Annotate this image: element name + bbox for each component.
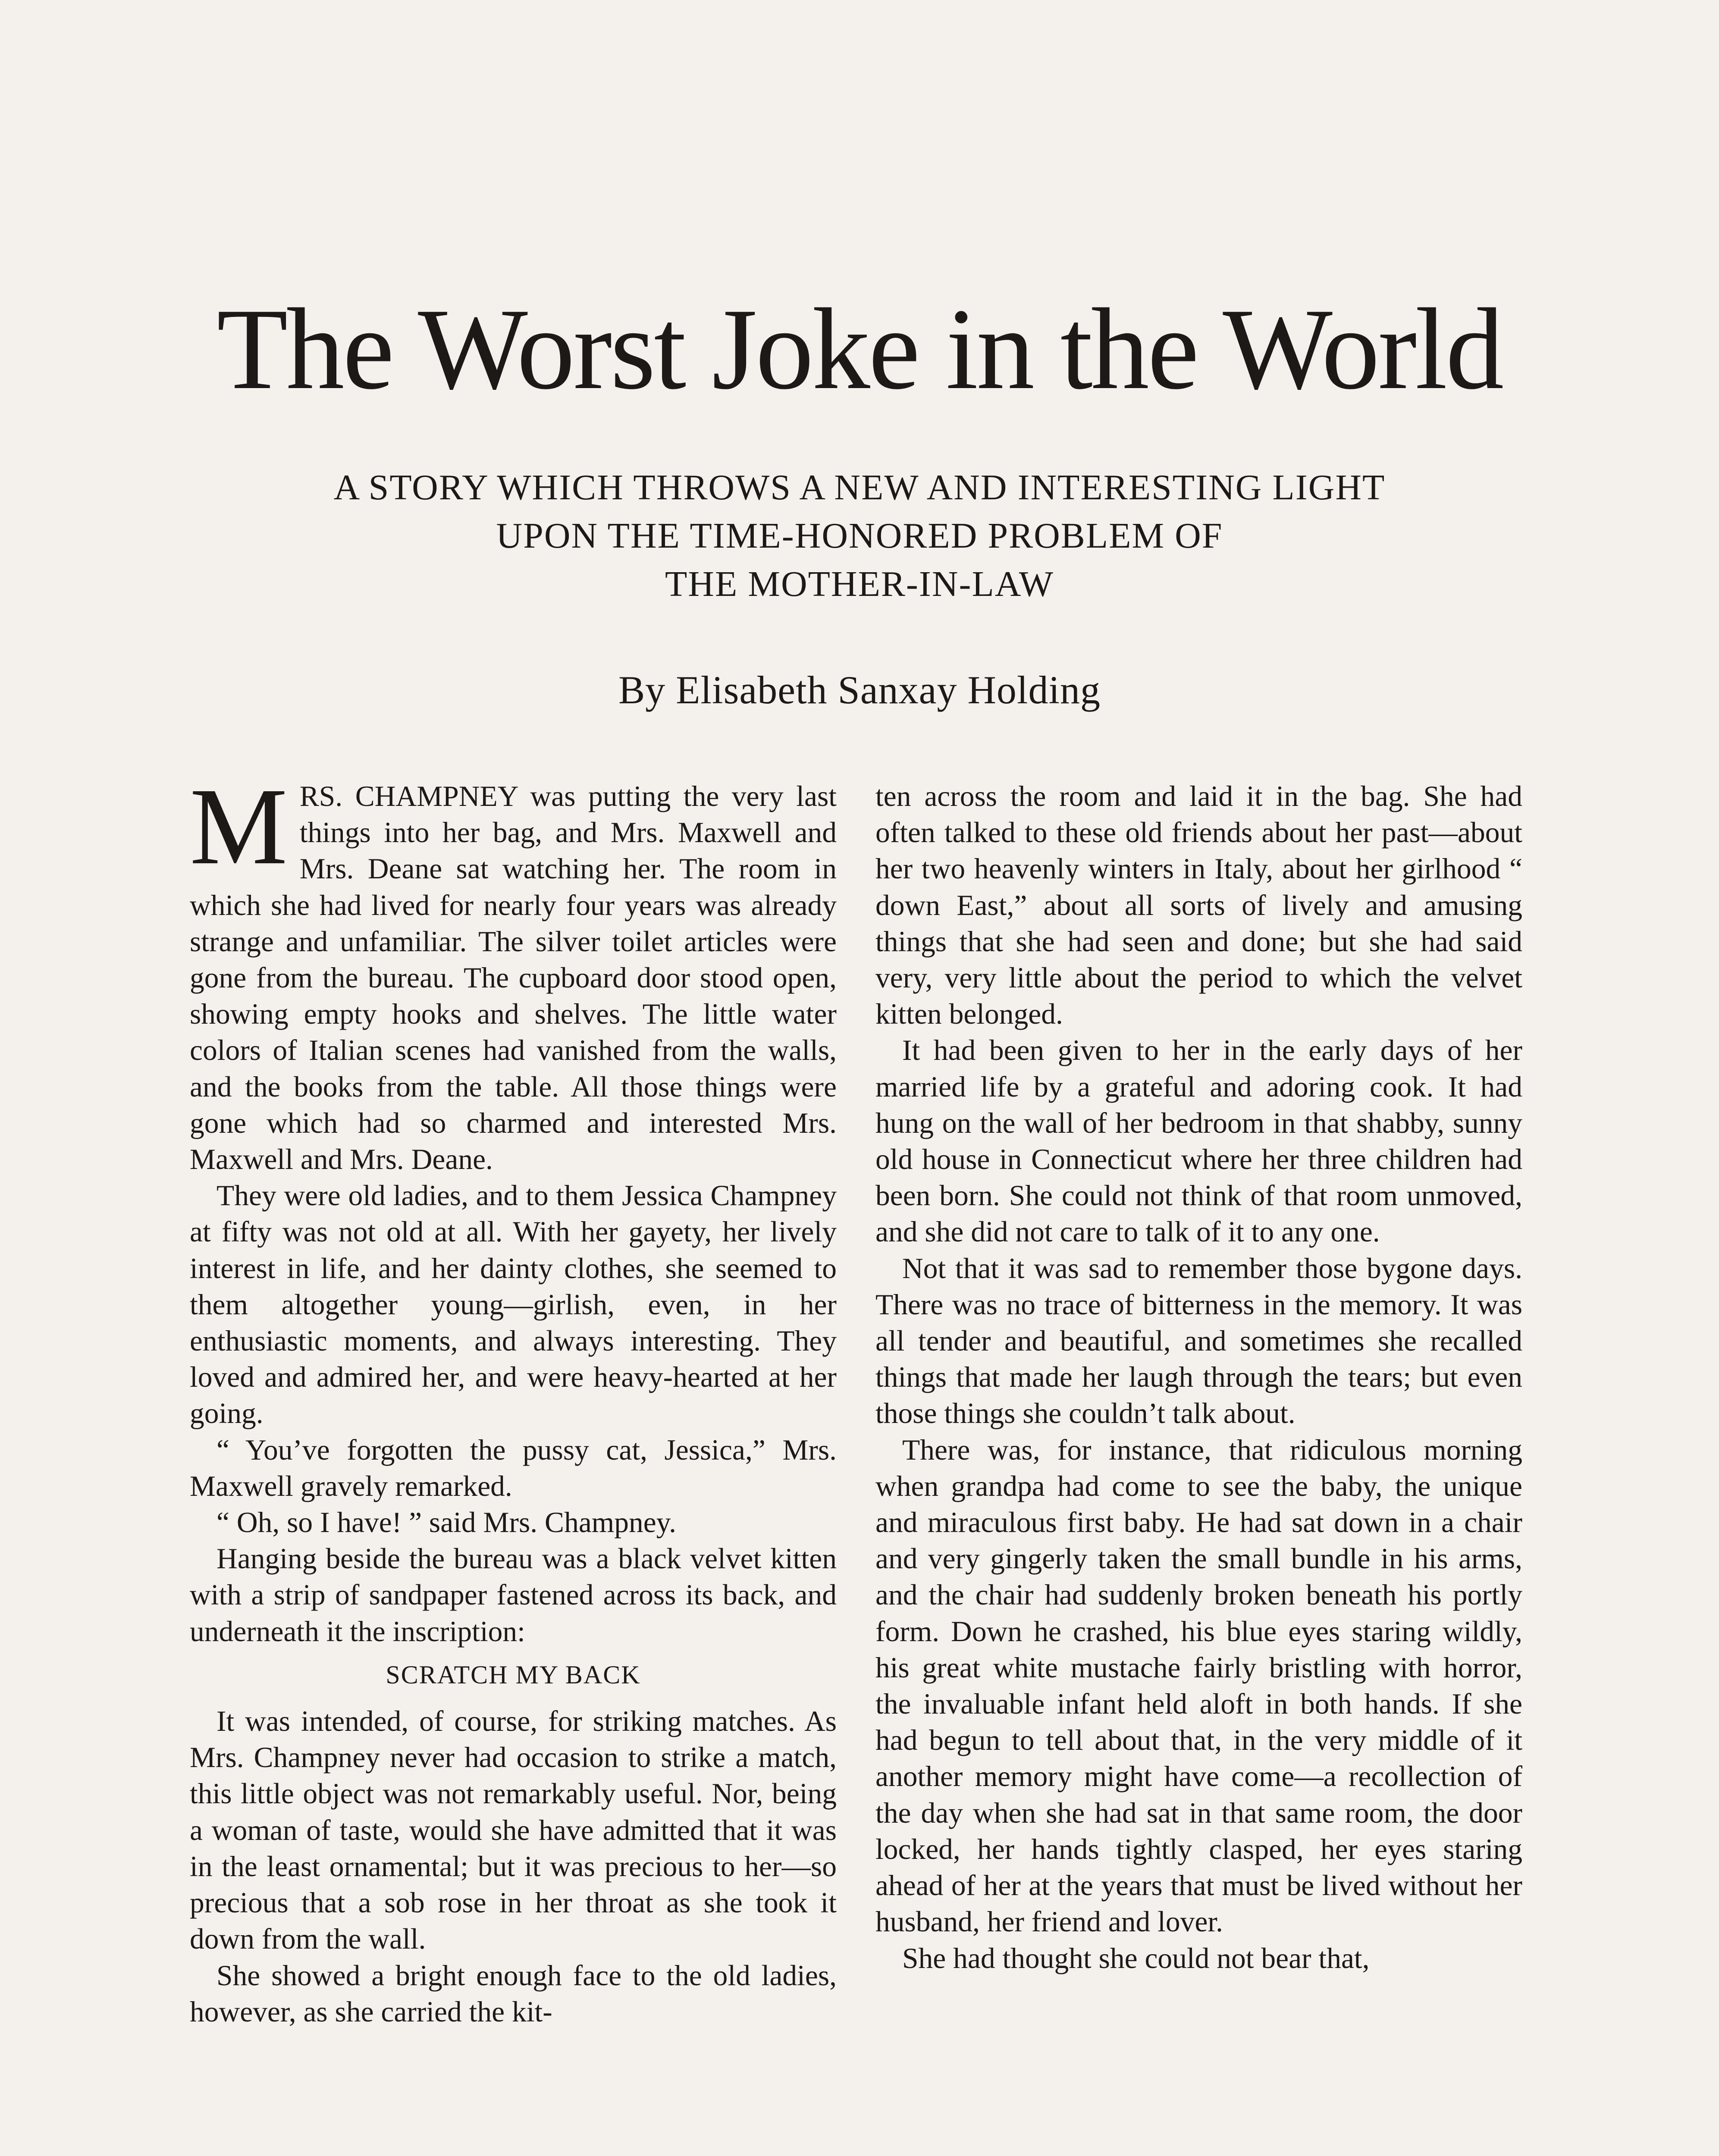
story-subtitle	[181, 464, 1538, 608]
paragraph: ten across the room and laid it in the bag. She had often talked to these old friends about her past—about her two heavenly winters in Italy, about her girlhood “ down East,” about all sorts of lively and amusing things that she had seen and done; but she had said very, very little about the period to which the velvet kitten belonged.	[875, 780, 1522, 1031]
paragraph: It had been given to her in the early days of her married life by a grateful and adoring cook. It had hung on the wall of her bedroom in that shabby, sunny old house in Connecticut where her three children had been born. She could not think of that room unmoved, and she did not care to talk of it to any one.	[875, 1034, 1522, 1248]
paragraph: She had thought she could not bear that,	[902, 1942, 1370, 1974]
paragraph: She showed a bright enough face to the old ladies, however, as she carried the kit-	[190, 1959, 837, 2028]
paragraph: “ You’ve forgotten the pussy cat, Jessica,” Mrs. Maxwell gravely remarked.	[190, 1433, 837, 1502]
left-column	[190, 766, 837, 2030]
paragraph: “ Oh, so I have! ” said Mrs. Champney.	[216, 1506, 676, 1539]
story-title: The Worst Joke in the World	[216, 285, 1503, 414]
paragraph: Hanging beside the bureau was a black velvet kitten with a strip of sandpaper fastened across its back, and underneath it the inscription:	[190, 1542, 837, 1648]
right-column	[875, 778, 1522, 1977]
paragraph-text: RS. CHAMPNEY was putting the very last things into her bag, and Mrs. Maxwell and Mrs. Deane sat watching her. The room in which she had lived for nearly four years was already strange and unfamiliar. The silver toilet articles were gone from the bureau. The cupboard door stood open, showing empty hooks and shelves. The little water colors of Italian scenes had vanished from the walls, and the books from the table. All those things were gone which had so charmed and interested Mrs. Maxwell and Mrs. Deane.	[190, 780, 837, 1176]
subtitle-line: A STORY WHICH THROWS A NEW AND INTERESTING LIGHT	[333, 467, 1386, 508]
subtitle-line: UPON THE TIME-HONORED PROBLEM OF	[496, 516, 1223, 556]
inscription: SCRATCH MY BACK	[386, 1660, 641, 1689]
paragraph: They were old ladies, and to them Jessica Champney at fifty was not old at all. With her gayety, her lively interest in life, and her dainty clothes, she seemed to them altogether young—girlish, even, in her enthusiastic moments, and always interesting. They loved and admired her, and were heavy-hearted at her going.	[190, 1179, 837, 1430]
paragraph	[190, 766, 837, 1178]
paragraph: There was, for instance, that ridiculous morning when grandpa had come to see the baby, the unique and miraculous first baby. He had sat down in a chair and very gingerly taken the small bundle in his arms, and the chair had suddenly broken beneath his portly form. Down he crashed, his blue eyes staring wildly, his great white mustache fairly bristling with horror, the invaluable infant held aloft in both hands. If she had begun to tell about that, in the very middle of it another memory might have come—a recollection of the day when she had sat in that same room, the door locked, her hands tightly clasped, her eyes staring ahead of her at the years that must be lived without her husband, her friend and lover.	[875, 1433, 1522, 1938]
paragraph: Not that it was sad to remember those bygone days. There was no trace of bitterness in the memory. It was all tender and beautiful, and sometimes she recalled things that made her laugh through the tears; but even those things she couldn’t talk about.	[875, 1252, 1522, 1430]
author-byline: By Elisabeth Sanxay Holding	[618, 668, 1101, 712]
subtitle-line: THE MOTHER-IN-LAW	[665, 564, 1054, 604]
drop-cap: M	[190, 766, 288, 887]
paragraph: It was intended, of course, for striking matches. As Mrs. Champney never had occasion to strike a match, this little object was not remarkably useful. Nor, being a woman of taste, would she have admitted that it was in the least ornamental; but it was precious to her—so precious that a sob rose in her throat as she took it down from the wall.	[190, 1705, 837, 1955]
